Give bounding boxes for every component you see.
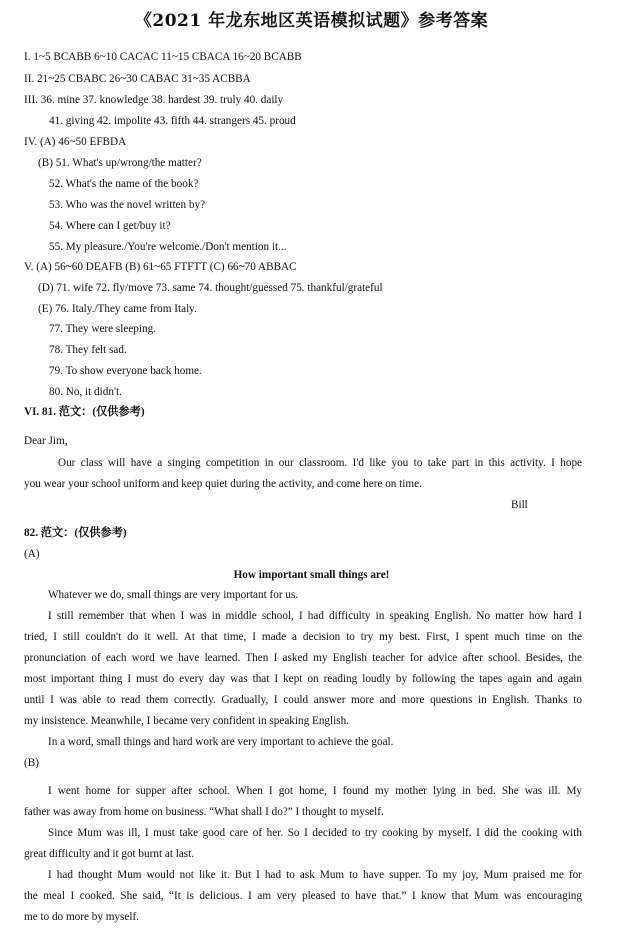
letter-greeting: Dear Jim, — [24, 435, 68, 447]
letter-line-2: you wear your school uniform and keep quiet during the activity, and come here on time. — [24, 478, 422, 490]
essay-a-line: Whatever we do, small things are very important for us. — [48, 589, 299, 601]
essay-b-line: I had thought Mum would not like it. But I had to ask Mum to have supper. To my joy, Mum praised me for — [48, 869, 582, 881]
essay-b-line: great difficulty and it got burnt at last. — [24, 848, 195, 860]
essay-a-line: until I was able to read them correctly. Gradually, I could answer more and more questions in English. Thanks to — [24, 694, 582, 706]
essay-b-line: the meal I cooked. She said, “It is delicious. I am very pleased to have that.” I know that Mum was encouraging — [24, 890, 582, 902]
essay-a-line: my insistence. Meanwhile, I became very confident in speaking English. — [24, 715, 349, 727]
answers-section-3a: III. 36. mine 37. knowledge 38. hardest 39. truly 40. daily — [24, 94, 284, 106]
answer-80: 80. No, it didn't. — [49, 386, 122, 398]
answers-section-5: V. (A) 56~60 DEAFB (B) 61~65 FTFTT (C) 66~70 ABBAC — [24, 261, 297, 273]
answers-section-3b: 41. giving 42. impolite 43. fifth 44. strangers 45. proud — [49, 115, 296, 127]
answer-77: 77. They were sleeping. — [49, 323, 156, 335]
essay-a-line: most important thing I must do every day was that I kept on reading loudly by following the tapes again and again — [24, 673, 582, 685]
page-title: 《2021 年龙东地区英语模拟试题》参考答案 — [134, 11, 489, 31]
answer-52: 52. What's the name of the book? — [49, 178, 199, 190]
essay-b-label: (B) — [24, 757, 39, 769]
answers-section-4: IV. (A) 46~50 EFBDA — [24, 136, 127, 148]
essay-b-line: Since Mum was ill, I must take good care of her. So I decided to try cooking by myself. I did the cooking with — [48, 827, 582, 839]
answer-53: 53. Who was the novel written by? — [49, 199, 206, 211]
letter-signature: Bill — [511, 499, 528, 511]
essay-a-line: In a word, small things and hard work are very important to achieve the goal. — [48, 736, 394, 748]
answer-51: (B) 51. What's up/wrong/the matter? — [38, 157, 202, 169]
answers-section-1: I. 1~5 BCABB 6~10 CACAC 11~15 CBACA 16~20 BCABB — [24, 51, 302, 63]
essay-a-label: (A) — [24, 548, 40, 560]
essay-a-line: tried, I still couldn't do it well. At that time, I made a decision to try my best. First, I spent much time on the — [24, 631, 582, 643]
essay-b-line: father was away from home on business. “What shall I do?” I thought to myself. — [24, 806, 384, 818]
answer-78: 78. They felt sad. — [49, 344, 127, 356]
answer-79: 79. To show everyone back home. — [49, 365, 202, 377]
essay-b-line: me to do more by myself. — [24, 911, 139, 923]
answers-section-5d: (D) 71. wife 72. fly/move 73. same 74. thought/guessed 75. thankful/grateful — [38, 282, 383, 294]
answer-55: 55. My pleasure./You're welcome./Don't mention it... — [49, 241, 287, 253]
answer-54: 54. Where can I get/buy it? — [49, 220, 171, 232]
essay-a-title: How important small things are! — [233, 569, 390, 581]
essay-b-line: I went home for supper after school. When I got home, I found my mother lying in bed. She was ill. My — [48, 785, 582, 797]
letter-line-1: Our class will have a singing competition in our classroom. I'd like you to take part in this activity. I hope — [58, 457, 582, 469]
section-6-heading: VI. 81. 范文：(仅供参考) — [24, 406, 145, 418]
essay-82-heading: 82. 范文：(仅供参考) — [24, 527, 127, 539]
answers-section-2: II. 21~25 CBABC 26~30 CABAC 31~35 ACBBA — [24, 73, 251, 85]
answer-76: (E) 76. Italy./They came from Italy. — [38, 303, 197, 315]
essay-a-line: I still remember that when I was in middle school, I had difficulty in speaking English. No matter how hard I — [48, 610, 582, 622]
essay-a-line: pronunciation of each word we have learned. Then I asked my English teacher for advice after school. Besides, the — [24, 652, 582, 664]
